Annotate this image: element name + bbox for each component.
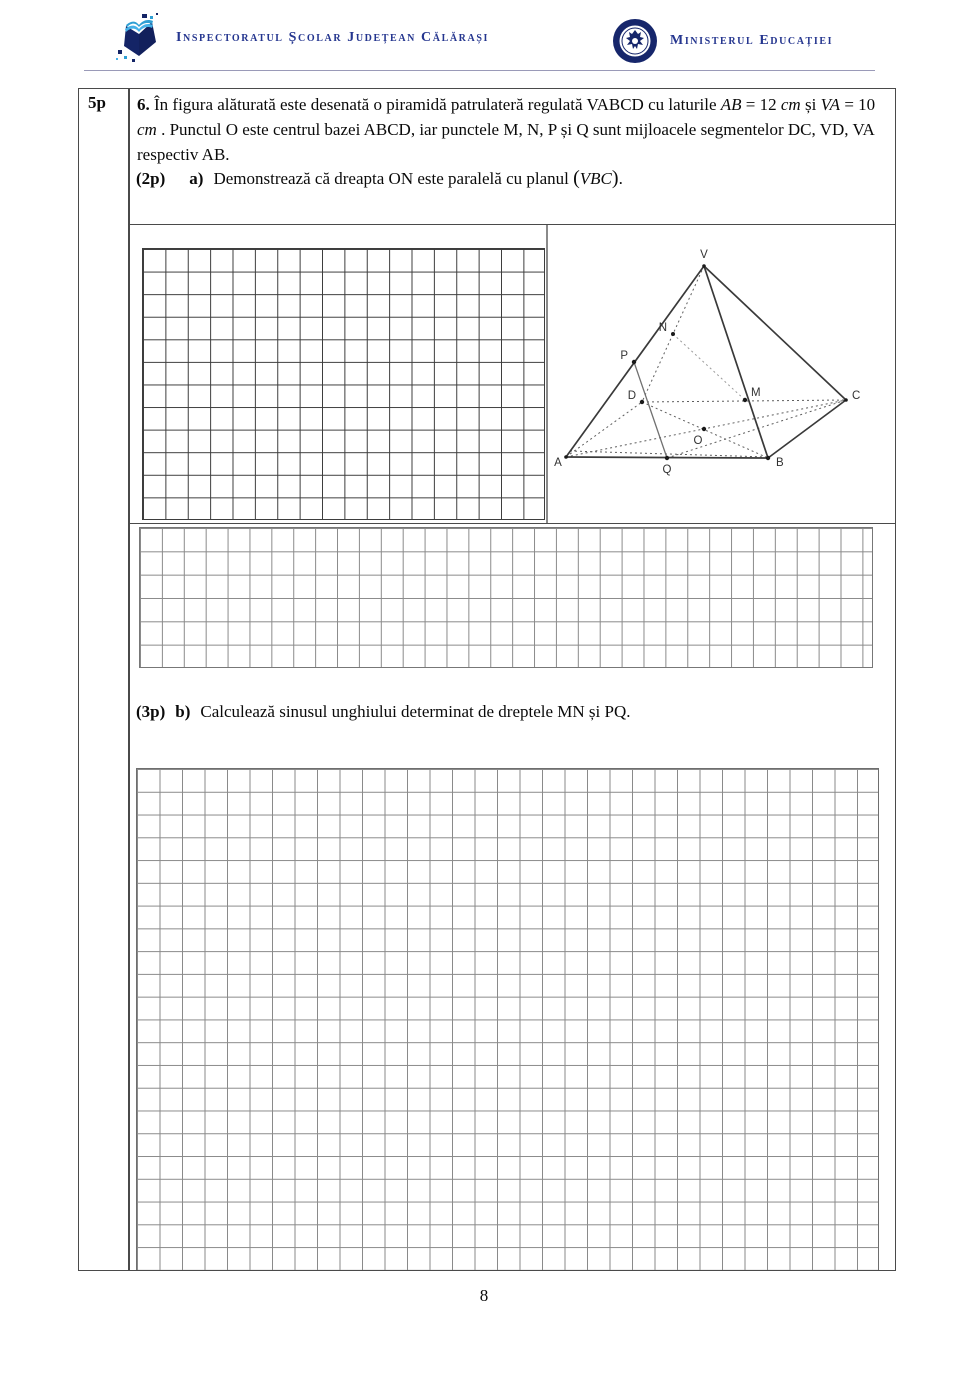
point-O <box>702 427 706 431</box>
label-O: O <box>693 435 703 447</box>
point-M <box>743 398 747 402</box>
pyramid-diagram <box>548 225 894 522</box>
problem-number: 6. <box>137 95 150 114</box>
pyramid-figure-cell <box>548 225 896 523</box>
part-a-text: Demonstrează că dreapta ON este paralelă cu planul <box>213 169 574 188</box>
part-a-lparen: ( <box>573 167 580 189</box>
segment-PQ <box>634 362 667 458</box>
segment-QC <box>667 400 846 458</box>
answer-grid-small <box>142 248 545 520</box>
label-D: D <box>627 390 636 402</box>
point-V <box>702 264 706 268</box>
edge-AD <box>566 402 642 457</box>
part-a-period: . <box>618 169 623 188</box>
part-a-line <box>136 167 623 190</box>
page-number: 8 <box>479 1286 489 1305</box>
part-a-plane: VBC <box>579 169 612 188</box>
right-logo-label: Ministerul Educației <box>670 33 834 48</box>
answer-grid-middle <box>139 527 873 668</box>
statement-conjunction: și <box>800 95 821 114</box>
part-b-points: (3p) <box>136 702 166 721</box>
math-va-unit: cm <box>137 120 157 139</box>
figure-row <box>129 224 896 524</box>
answer-grid-large <box>136 768 879 1270</box>
label-C: C <box>852 390 861 402</box>
point-A <box>564 455 568 459</box>
label-B: B <box>776 457 784 469</box>
point-P <box>632 360 636 364</box>
edge-VC <box>704 266 846 400</box>
problem-statement <box>137 92 893 167</box>
book-logo-icon <box>112 12 166 64</box>
figure-grid-cell <box>129 225 548 523</box>
part-a-label: a) <box>189 169 204 188</box>
right-logo <box>612 18 833 64</box>
part-b-label: b) <box>175 702 191 721</box>
point-B <box>766 456 770 460</box>
part-a-points: (2p) <box>136 169 166 188</box>
label-M: M <box>751 387 761 399</box>
statement-intro-2: . Punctul O este centrul bazei ABCD, iar punctele M, N, P și Q sunt mijloacele segmentelor DC, VD, VA respectiv AB. <box>137 120 874 164</box>
left-logo <box>112 12 489 64</box>
aux-dotted-line <box>570 451 768 457</box>
point-D <box>640 400 644 404</box>
math-ab-unit: cm <box>780 95 801 114</box>
label-A: A <box>554 457 562 469</box>
point-C <box>844 398 848 402</box>
label-Q: Q <box>662 464 672 476</box>
point-Q <box>665 456 669 460</box>
label-P: P <box>620 350 628 362</box>
point-N <box>671 332 675 336</box>
government-seal-icon <box>612 18 658 64</box>
part-b-text: Calculează sinusul unghiului determinat de dreptele MN și PQ. <box>200 702 631 721</box>
edge-BC <box>768 400 846 458</box>
math-ab-value: = 12 <box>741 95 781 114</box>
left-logo-label: Inspectoratul Școlar Județean Călărași <box>176 30 489 45</box>
part-a-rparen: ) <box>611 167 619 189</box>
math-ab: AB <box>720 95 742 114</box>
segment-NM <box>673 334 745 400</box>
math-va-value: = 10 <box>840 95 876 114</box>
label-N: N <box>658 322 667 334</box>
statement-intro-1: În figura alăturată este desenată o piramidă patrulateră regulată VABCD cu laturile <box>149 95 721 114</box>
points-badge: 5p <box>88 93 106 112</box>
math-va: VA <box>820 95 841 114</box>
problem-table <box>78 88 896 1271</box>
header-divider <box>84 70 875 71</box>
label-V: V <box>700 249 708 261</box>
part-b-line <box>136 702 631 722</box>
edge-VB <box>704 266 768 458</box>
